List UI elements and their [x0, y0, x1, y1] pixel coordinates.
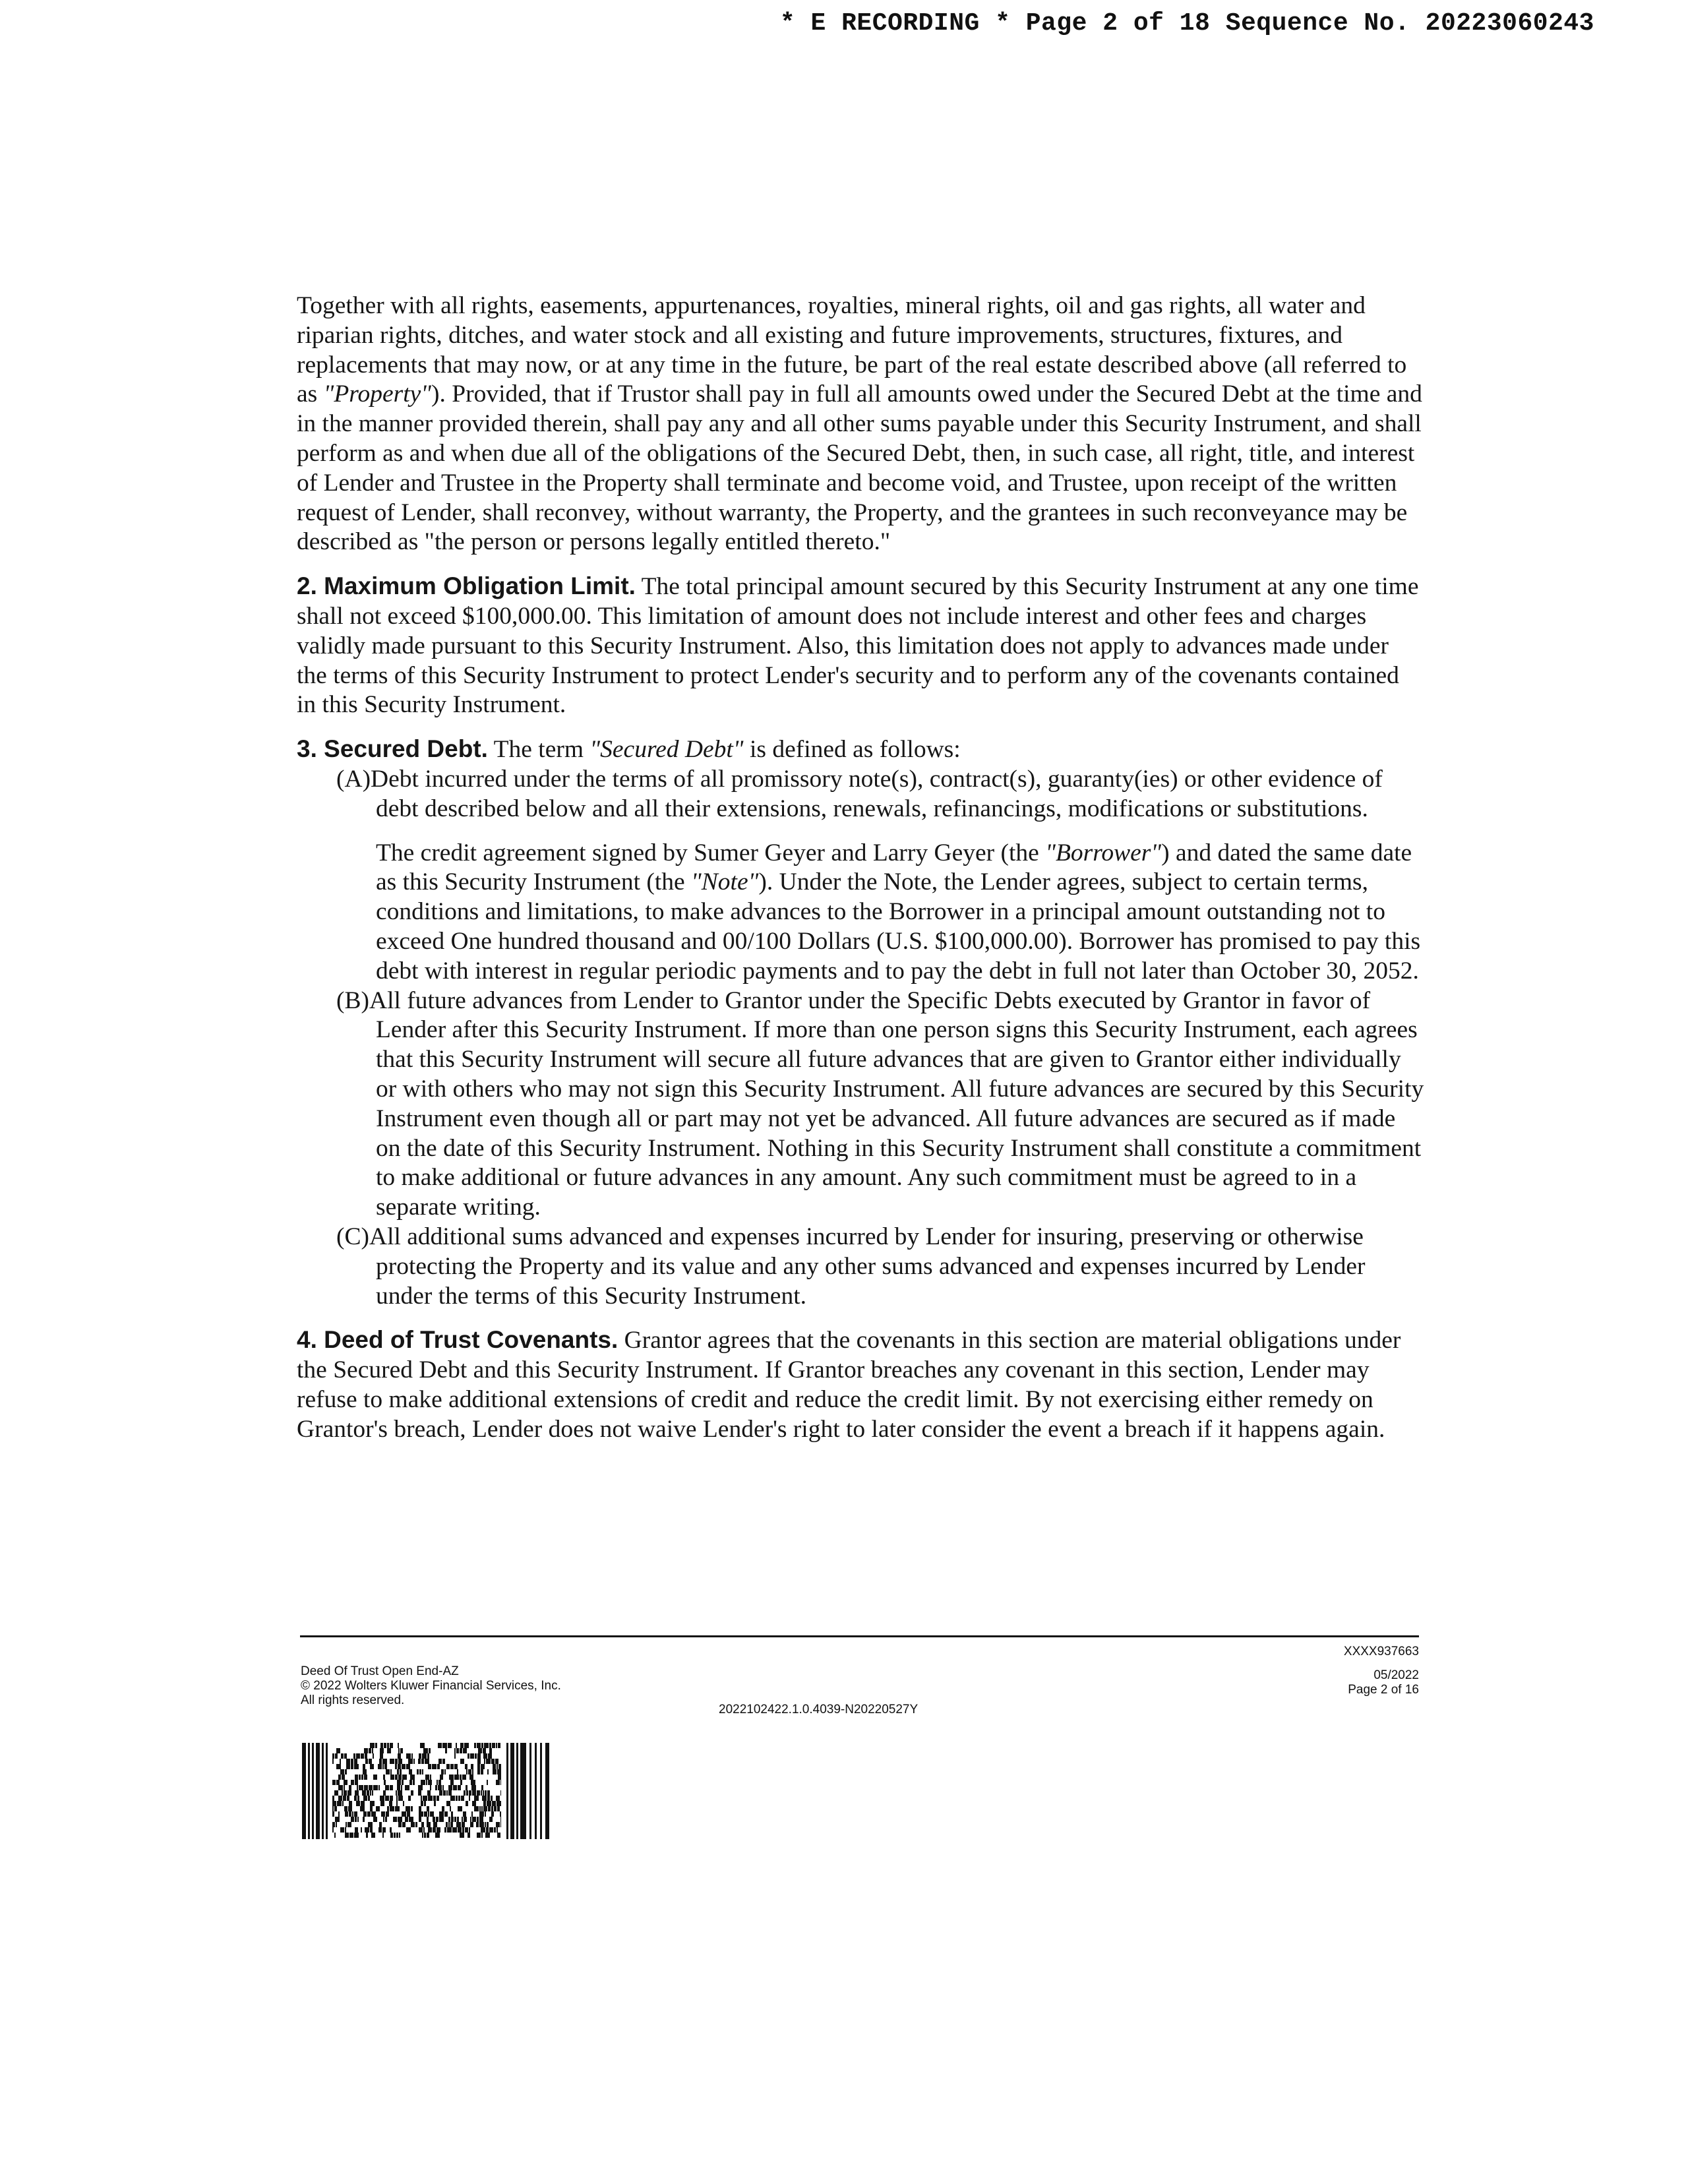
section-4	[297, 1325, 1424, 1444]
borrower-term: "Borrower"	[1045, 839, 1162, 866]
loan-reference: XXXX937663	[1343, 1645, 1419, 1658]
rights-line: All rights reserved.	[301, 1693, 405, 1707]
section-3-item-c: (C)All additional sums advanced and expenses incurred by Lender for insuring, preserving or otherwise protecting the Property and its value and any other sums advanced and expenses incurred by Lender under the terms of this Security Instrument.	[336, 1223, 1366, 1310]
property-term: "Property"	[323, 380, 432, 408]
section-3-text-2: is defined as follows:	[743, 736, 961, 764]
form-date: 05/2022	[1373, 1668, 1419, 1682]
note-term: "Note"	[691, 868, 759, 896]
section-3-item-b: (B)All future advances from Lender to Grantor under the Specific Debts executed by Grantor in favor of Lender after this Security Instrument. If more than one person signs this Security Instrument, each agrees that this Security Instrument will secure all future advances that are given to Grantor either individually or with others who may not sign this Security Instrument. All future advances are secured by this Security Instrument even though all or part may not yet be advanced. All future advances are secured as if made on the date of this Security Instrument. Nothing in this Security Instrument shall constitute a commitment to make additional or future advances in any amount. Any such commitment must be agreed to in a separate writing.	[336, 986, 1424, 1221]
credit-agreement-paragraph	[297, 839, 1424, 986]
section-2-heading: 2. Maximum Obligation Limit.	[297, 572, 636, 600]
footer-form-info	[301, 1664, 561, 1708]
credit-text-3: ). Under the Note, the Lender agrees, subject to certain terms, conditions and limitations, to make advances to the Borrower in a principal amount outstanding not to exceed One hundred thousand and 00/100 Dollars (U.S. $100,000.00). Borrower has promised to pay this debt with interest in regular periodic payments and to pay the debt in full not later than October 30, 2052.	[376, 868, 1421, 985]
property-text-1: Together with all rights, easements, appurtenances, royalties, mineral rights, oil and gas rights, all water and riparian rights, ditches, and water stock and all existing and future improvements, structures, fixtures, and replacements that may now, or at any time in the future, be part of the real estate described above (all referred to as	[297, 292, 1407, 408]
section-2	[297, 572, 1424, 720]
section-4-text: Grantor agrees that the covenants in this section are material obligations under the Secured Debt and this Security Instrument. If Grantor breaches any covenant in this section, Lender may refuse to make additional extensions of credit and reduce the credit limit. By not exercising either remedy on Grantor's breach, Lender does not waive Lender's right to later consider the event a breach if it happens again.	[297, 1327, 1401, 1443]
secured-debt-term: "Secured Debt"	[589, 736, 744, 764]
credit-text-1: The credit agreement signed by Sumer Geyer and Larry Geyer (the	[376, 839, 1046, 866]
footer-divider	[300, 1635, 1419, 1637]
form-page-label: Page 2 of 16	[1348, 1683, 1419, 1697]
copyright-line: © 2022 Wolters Kluwer Financial Services, Inc.	[301, 1679, 561, 1693]
pdf417-barcode-icon	[302, 1743, 551, 1839]
document-body	[297, 291, 1424, 1444]
property-paragraph	[297, 291, 1424, 557]
credit-text-2: ) and dated the same date as this Security Instrument (the	[376, 839, 1412, 896]
property-text-2: ). Provided, that if Trustor shall pay in full all amounts owed under the Secured Debt at the time and in the manner provided therein, shall pay any and all other sums payable under this Security Instrument, and shall perform as and when due all of the obligations of the Secured Debt, then, in such case, all right, title, and interest of Lender and Trustee in the Property shall terminate and become void, and Trustee, upon receipt of the written request of Lender, shall reconvey, without warranty, the Property, and the grantees in such reconveyance may be described as "the person or persons legally entitled thereto."	[297, 380, 1422, 556]
section-2-text: The total principal amount secured by this Security Instrument at any one time shall not exceed $100,000.00. This limitation of amount does not include interest and other fees and charges validly made pursuant to this Security Instrument. Also, this limitation does not apply to advances made under the terms of this Security Instrument to protect Lender's security and to perform any of the covenants contained in this Security Instrument.	[297, 573, 1419, 719]
recording-header: * E RECORDING * Page 2 of 18 Sequence No. 20223060243	[779, 9, 1594, 38]
document-code: 2022102422.1.0.4039-N20220527Y	[719, 1703, 919, 1716]
section-3-heading: 3. Secured Debt.	[297, 735, 488, 763]
footer-page-info	[1344, 1645, 1419, 1697]
section-3	[297, 735, 1424, 765]
section-3-text-1: The term	[487, 736, 590, 764]
section-3-item-a: (A)Debt incurred under the terms of all promissory note(s), contract(s), guaranty(ies) or other evidence of debt described below and all their extensions, renewals, refinancings, modifications or substitutions.	[336, 765, 1383, 822]
section-4-heading: 4. Deed of Trust Covenants.	[297, 1326, 618, 1354]
form-name: Deed Of Trust Open End-AZ	[301, 1664, 459, 1678]
